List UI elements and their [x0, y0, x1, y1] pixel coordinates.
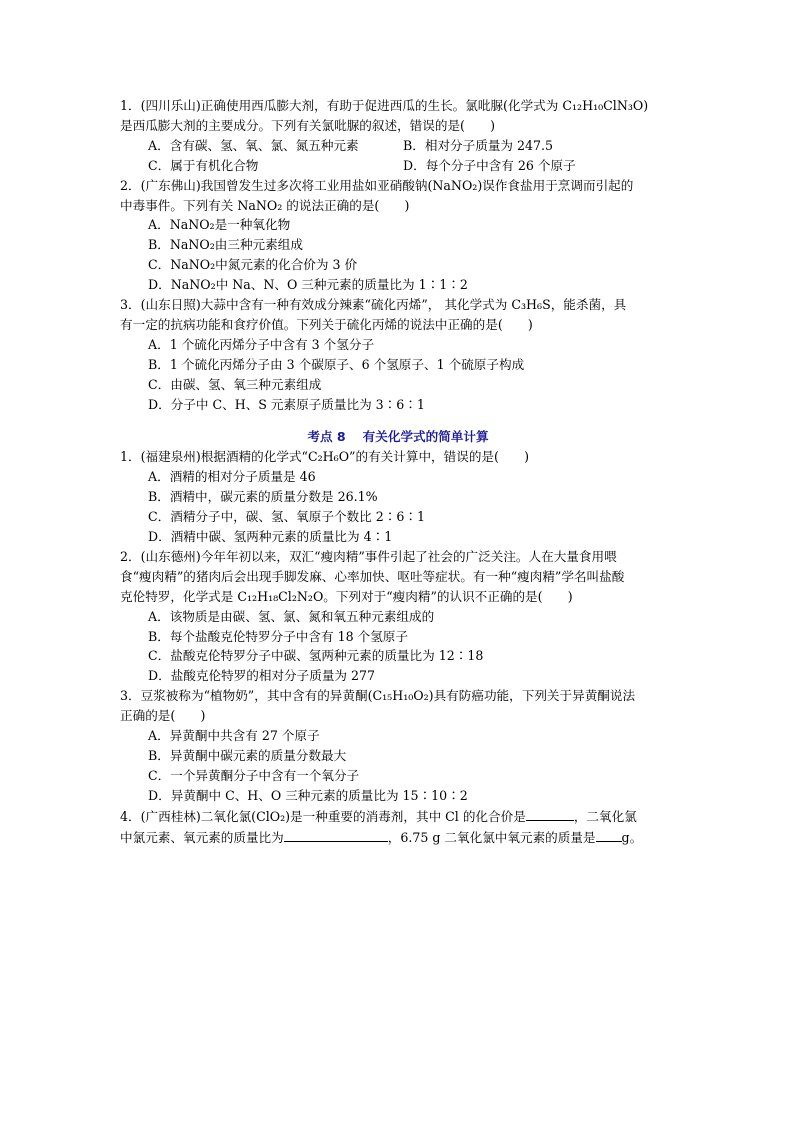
option-b: B．相对分子质量为 247.5	[403, 137, 554, 153]
question-text: 1．(四川乐山)正确使用西瓜膨大剂，有助于促进西瓜的生长。氯吡脲(化学式为 C₁₂H₁₀ClN₃O)	[120, 98, 649, 113]
calc-question-2	[120, 547, 676, 686]
question-text: 有一定的抗病功能和食疗价值。下列关于硫化丙烯的说法中正确的是( )	[120, 316, 533, 332]
question-text: 正确的是( )	[120, 708, 206, 724]
question-text: 3．豆浆被称为“植物奶”，其中含有的异黄酮(C₁₅H₁₀O₂)具有防癌功能，下列关于异黄酮说法	[120, 688, 636, 704]
question-text-part: 4．(广西桂林)二氧化氯(ClO₂)是一种重要的消毒剂，其中 Cl 的化合价是	[120, 808, 526, 824]
question-text: 食“瘦肉精”的猪肉后会出现手脚发麻、心率加快、呕吐等症状。有一种“瘦肉精”学名叫盐酸	[120, 568, 625, 584]
section-title: 考点 8 有关化学式的简单计算	[307, 428, 489, 444]
question-text-part: g。	[621, 829, 643, 845]
calc-question-4	[120, 806, 676, 848]
question-text: 是西瓜膨大剂的主要成分。下列有关氯吡脲的叙述，错误的是( )	[120, 117, 496, 133]
calc-question-3	[120, 686, 676, 805]
question-text: 1．(福建泉州)根据酒精的化学式“C₂H₆O”的有关计算中，错误的是( )	[120, 449, 530, 465]
option-a: A．含有碳、氢、氧、氯、氮五种元素	[148, 137, 359, 153]
options-row	[120, 156, 676, 176]
option-c: C．NaNO₂中氮元素的化合价为 3 价	[148, 257, 358, 273]
option-b: B．NaNO₂由三种元素组成	[148, 237, 303, 253]
option-d: D．NaNO₂中 Na、N、O 三种元素的质量比为 1∶1∶2	[148, 277, 468, 293]
option-c: C．由碳、氢、氧三种元素组成	[148, 376, 322, 392]
question-text	[120, 827, 676, 848]
option-c: C．盐酸克伦特罗分子中碳、氢两种元素的质量比为 12∶18	[148, 648, 484, 664]
option-a: A．异黄酮中共含有 27 个原子	[148, 728, 320, 744]
option-c: C．一个异黄酮分子中含有一个氧分子	[148, 767, 360, 783]
question-text: 中毒事件。下列有关 NaNO₂ 的说法正确的是( )	[120, 197, 410, 213]
question-1	[120, 96, 676, 176]
option-b: B．酒精中，碳元素的质量分数是 26.1%	[148, 489, 378, 505]
question-text: 克伦特罗，化学式是 C₁₂H₁₈Cl₂N₂O。下列对于“瘦肉精”的认识不正确的是( )	[120, 588, 573, 604]
question-text	[120, 806, 676, 827]
answer-blank[interactable]	[596, 827, 622, 842]
option-a: A．酒精的相对分子质量是 46	[148, 469, 316, 485]
answer-blank[interactable]	[284, 827, 388, 842]
option-b: B．异黄酮中碳元素的质量分数最大	[148, 748, 347, 763]
option-d: D．异黄酮中 C、H、O 三种元素的质量比为 15∶10∶2	[148, 787, 468, 803]
calc-question-1	[120, 447, 676, 547]
option-d: D．酒精中碳、氢两种元素的质量比为 4∶1	[148, 529, 393, 545]
question-text-part: ，二氧化氯	[573, 808, 637, 824]
option-a: A．NaNO₂是一种氧化物	[148, 217, 291, 233]
option-b: B．1 个硫化丙烯分子由 3 个碳原子、6 个氢原子、1 个硫原子构成	[148, 356, 525, 372]
option-d: D．每个分子中含有 26 个原子	[403, 157, 576, 173]
question-text: 2．(山东德州)今年年初以来，双汇“瘦肉精”事件引起了社会的广泛关注。人在大量食用喂	[120, 548, 617, 564]
question-text-part: 中氯元素、氧元素的质量比为	[120, 829, 284, 845]
option-b: B．每个盐酸克伦特罗分子中含有 18 个氢原子	[148, 628, 408, 644]
option-c: C．属于有机化合物	[148, 157, 259, 173]
option-a: A．1 个硫化丙烯分子中含有 3 个氢分子	[148, 336, 375, 352]
question-text: 2．(广东佛山)我国曾发生过多次将工业用盐如亚硝酸钠(NaNO₂)误作食盐用于烹调而引起的	[120, 177, 634, 193]
question-text-part: ，6.75 g 二氧化氯中氧元素的质量是	[387, 829, 596, 845]
options-row	[120, 136, 676, 156]
question-text: 3．(山东日照)大蒜中含有一种有效成分辣素“硫化丙烯”， 其化学式为 C₃H₆S，能杀菌，具	[120, 297, 627, 313]
worksheet-page	[120, 96, 676, 848]
option-a: A．该物质是由碳、氢、氯、氮和氧五种元素组成的	[148, 608, 435, 624]
option-d: D．盐酸克伦特罗的相对分子质量为 277	[148, 668, 376, 684]
option-c: C．酒精分子中，碳、氢、氧原子个数比 2∶6∶1	[148, 509, 425, 525]
answer-blank[interactable]	[526, 806, 574, 821]
question-3	[120, 295, 676, 414]
question-2	[120, 176, 676, 295]
option-d: D．分子中 C、H、S 元素原子质量比为 3∶6∶1	[148, 396, 425, 412]
